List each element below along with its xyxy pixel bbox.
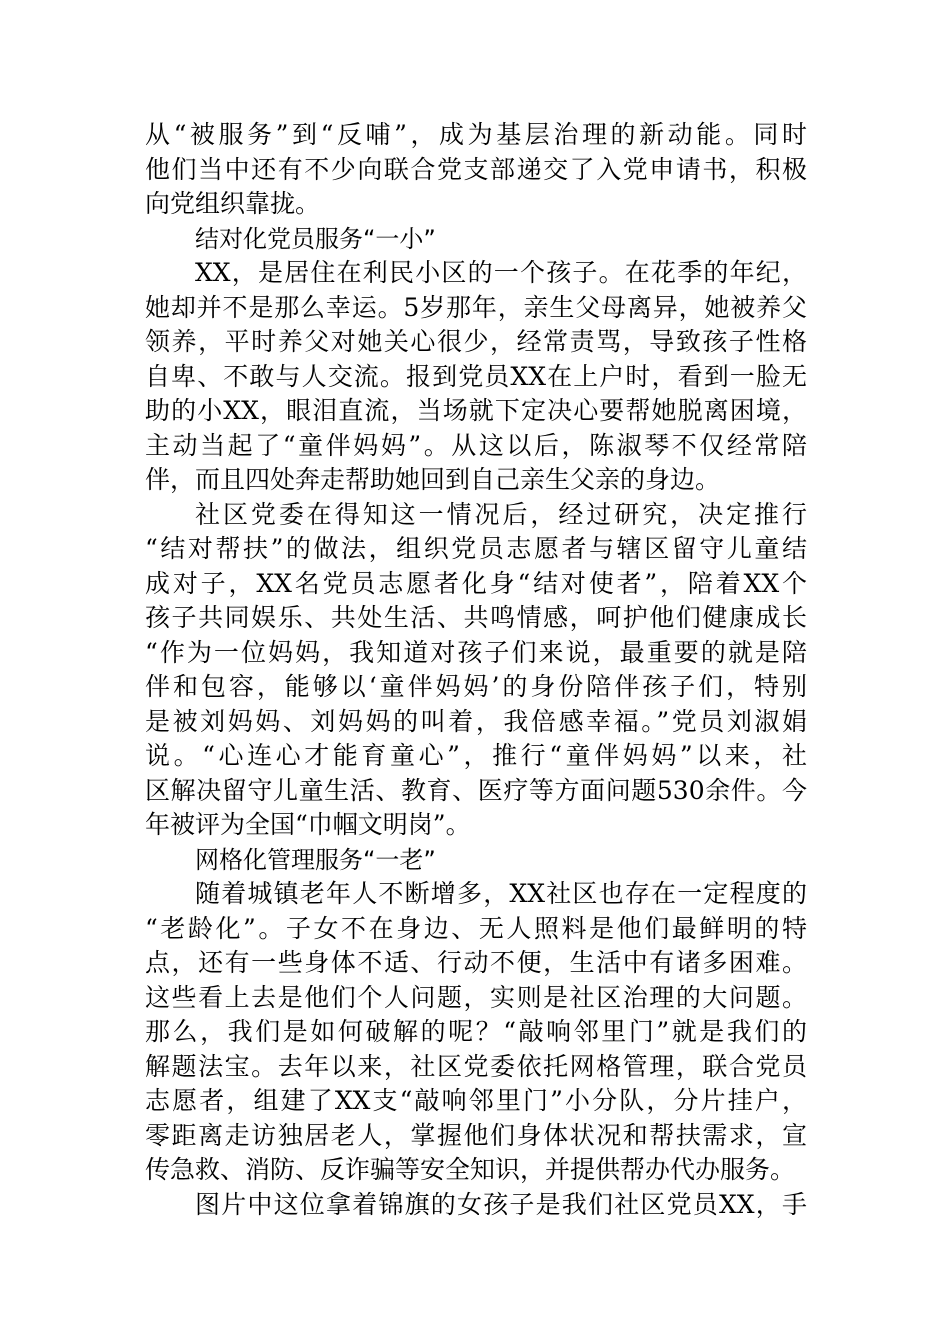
section-heading [145, 222, 807, 257]
text-line: 伴，而且四处奔走帮助她回到自己亲生父亲的身边。 [145, 465, 721, 494]
text-line: 图片中这位拿着锦旗的女孩子是我们社区党员XX，手 [195, 1189, 807, 1219]
text-line: 区解决留守儿童生活、教育、医疗等方面问题530余件。今 [145, 775, 807, 805]
section-heading-text: 网格化管理服务“一老” [195, 845, 436, 874]
text-line: 零距离走访独居老人，掌握他们身体状况和帮扶需求，宣 [145, 1120, 807, 1150]
text-line: 随着城镇老年人不断增多，XX社区也存在一定程度的 [195, 879, 807, 908]
text-line: “老龄化”。子女不在身边、无人照料是他们最鲜明的特 [145, 913, 807, 943]
paragraph [145, 877, 807, 1188]
text-line: 传急救、消防、反诈骗等安全知识，并提供帮办代办服务。 [145, 1155, 796, 1184]
section-heading-text: 结对化党员服务“一小” [195, 224, 436, 253]
text-line: 志愿者，组建了XX支“敲响邻里门”小分队，分片挂户， [145, 1086, 807, 1115]
text-line: “结对帮扶”的做法，组织党员志愿者与辖区留守儿童结 [145, 534, 807, 563]
text-line: 从“被服务”到“反哺”，成为基层治理的新动能。同时 [145, 120, 807, 149]
text-line: 伴和包容，能够以‘童伴妈妈’的身份陪伴孩子们，特别 [145, 672, 807, 701]
text-line: 点，还有一些身体不适、行动不便，生活中有诸多困难。 [145, 948, 807, 977]
text-line: 解题法宝。去年以来，社区党委依托网格管理，联合党员 [145, 1051, 807, 1081]
text-line: 成对子，XX名党员志愿者化身“结对使者”，陪着XX个 [145, 568, 807, 598]
paragraph [145, 498, 807, 843]
text-line: 那么，我们是如何破解的呢？“敲响邻里门”就是我们的 [145, 1017, 807, 1046]
text-line: 社区党委在得知这一情况后，经过研究，决定推行 [195, 499, 807, 529]
text-line: 孩子共同娱乐、共处生活、共鸣情感，呵护他们健康成长 [145, 603, 807, 632]
section-heading [145, 843, 807, 878]
text-line: 主动当起了“童伴妈妈”。从这以后，陈淑琴不仅经常陪 [145, 430, 807, 460]
text-line: 自卑、不敢与人交流。报到党员XX在上户时，看到一脸无 [145, 361, 807, 391]
text-line: 是被刘妈妈、刘妈妈的叫着，我倍感幸福。”党员刘淑娟 [145, 706, 807, 736]
text-line: 领养，平时养父对她关心很少，经常责骂，导致孩子性格 [145, 327, 807, 356]
text-line: 向党组织靠拢。 [145, 189, 321, 218]
text-line: 她却并不是那么幸运。5岁那年，亲生父母离异，她被养父 [145, 292, 807, 322]
paragraph [145, 1188, 807, 1223]
text-line: 这些看上去是他们个人问题，实则是社区治理的大问题。 [145, 982, 807, 1012]
paragraph-continuation [145, 118, 807, 222]
text-line: 他们当中还有不少向联合党支部递交了入党申请书，积极 [145, 154, 807, 184]
paragraph [145, 256, 807, 498]
text-line: XX，是居住在利民小区的一个孩子。在花季的年纪， [195, 258, 807, 287]
text-line: 助的小XX，眼泪直流，当场就下定决心要帮她脱离困境， [145, 396, 807, 425]
text-line: 说。“心连心才能育童心”，推行“童伴妈妈”以来，社 [145, 741, 807, 770]
document-page [145, 118, 807, 1222]
text-line: “作为一位妈妈，我知道对孩子们来说，最重要的就是陪 [145, 637, 807, 667]
text-line: 年被评为全国“巾帼文明岗”。 [145, 810, 471, 839]
